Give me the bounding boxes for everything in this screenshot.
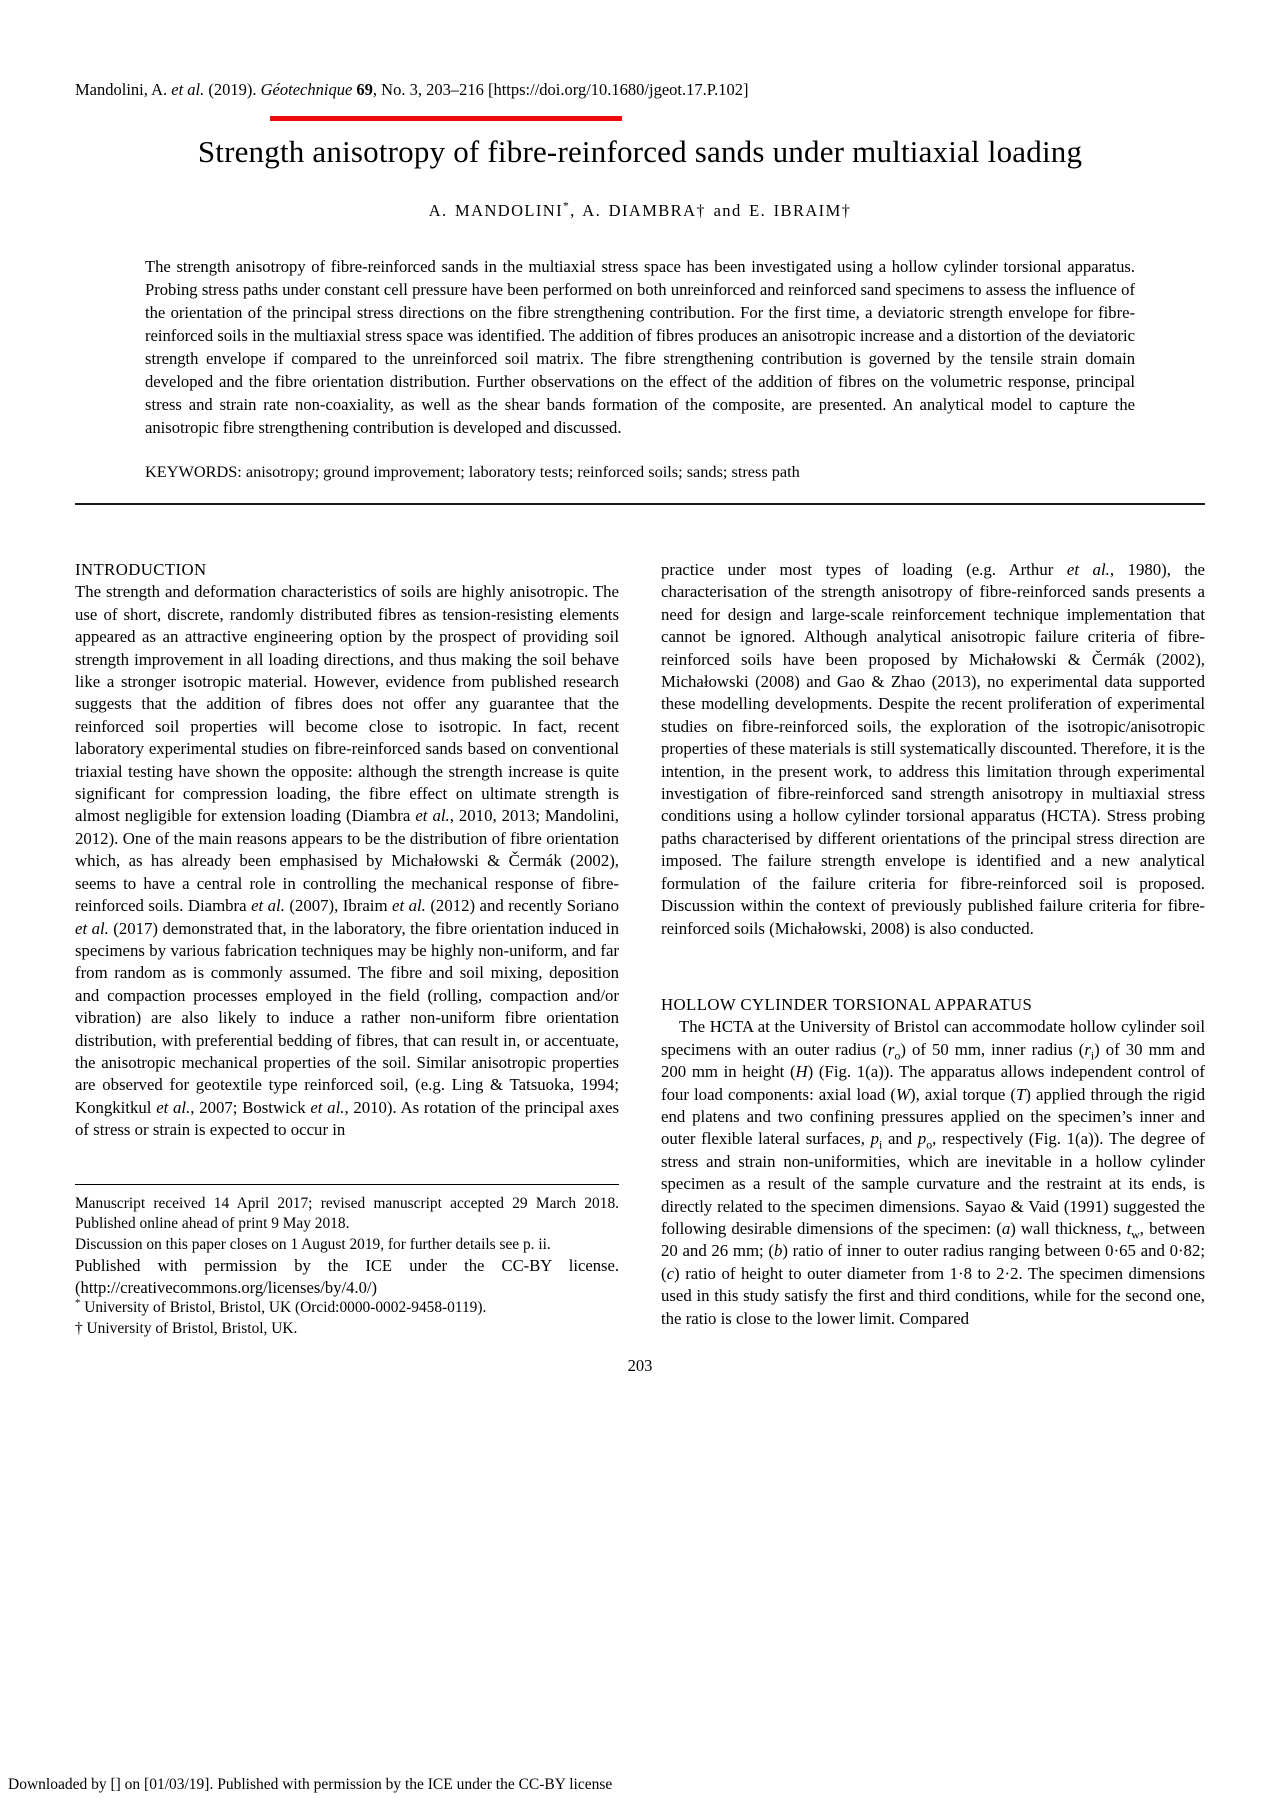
page-number: 203 [627,1355,653,1375]
header-citation: Mandolini, A. et al. (2019). Géotechnique 69, No. 3, 203–216 [https://doi.org/10.1680/jgeot.17.P.102] [75,80,749,99]
keywords-line [145,462,1135,482]
abstract-text: The strength anisotropy of fibre-reinforced sands in the multiaxial stress space has been investigated using a hollow cylinder torsional apparatus. Probing stress paths under constant cell pressure have been performed on both unreinforced and reinforced sand specimens to assess the influence of the orientation of the principal stress directions on the fibre strengthening contribution. For the first time, a deviatoric strength envelope for fibre-reinforced soils in the multiaxial stress space was identified. The addition of fibres produces an anisotropic increase and a distortion of the deviatoric strength envelope if compared to the unreinforced soil matrix. The fibre strengthening contribution is governed by the tensile strain domain developed and the fibre orientation distribution. Further observations on the effect of the addition of fibres on the volumetric response, principal stress and strain rate non-coaxiality, as well as the shear bands formation of the composite, are presented. An analytical model to capture the anisotropic fibre strengthening contribution is developed and discussed. [145,257,1135,437]
two-column-body [75,559,1205,1340]
footnote-affiliation-1: * University of Bristol, Bristol, UK (Orcid:0000-0002-9458-0119). [75,1297,487,1317]
introduction-heading: INTRODUCTION [75,560,207,579]
keywords-label: KEYWORDS: [145,462,242,481]
hcta-heading: HOLLOW CYLINDER TORSIONAL APPARATUS [661,994,1033,1014]
left-column [75,559,619,1340]
authors-line: A. MANDOLINI*, A. DIAMBRA† and E. IBRAIM† [428,200,852,220]
introduction-paragraph: The strength and deformation characteristics of soils are highly anisotropic. The use of short, discrete, randomly distributed fibres as tension-resisting elements appeared as an attractive engineering option by the prospect of providing soil strength improvement in all loading directions, and thus making the soil behave like a stronger isotropic material. However, evidence from published research suggests that the addition of fibres does not offer any guarantee that the reinforced soil properties will become close to isotropic. In fact, recent laboratory experimental studies on fibre-reinforced sands based on conventional triaxial testing have shown the opposite: although the strength increase is quite significant for compression loading, the fibre effect on ultimate strength is almost negligible for extension loading (Diambra et al., 2010, 2013; Mandolini, 2012). One of the main reasons appears to be the distribution of fibre orientation which, as has already been emphasised by Michałowski & Čermák (2002), seems to have a central role in controlling the mechanical response of fibre-reinforced soils. Diambra et al. (2007), Ibraim et al. (2012) and recently Soriano et al. (2017) demonstrated that, in the laboratory, the fibre orientation induced in specimens by various fabrication techniques may be highly non-uniform, and far from random as is commonly assumed. The fibre and soil mixing, deposition and compaction processes employed in the field (rolling, compaction and/or vibration) are also likely to induce a rather non-uniform fibre orientation distribution, with preferential bedding of fibres, that can result in, or accentuate, the anisotropic mechanical properties of the soil. Similar anisotropic properties are observed for geotextile type reinforced soil, (e.g. Ling & Tatsuoka, 1994; Kongkitkul et al., 2007; Bostwick et al., 2010). As rotation of the principal axes of stress or strain is expected to occur in [75,582,619,1140]
right-column [661,559,1205,1340]
footnote-license: Published with permission by the ICE under the CC-BY license. (http://creativecommons.org/licenses/by/4.0/) [75,1256,619,1297]
footnote-manuscript: Manuscript received 14 April 2017; revised manuscript accepted 29 March 2018. Published online ahead of print 9 May 2018. [75,1194,619,1233]
footnote-block [75,1184,619,1340]
keywords-list: anisotropy; ground improvement; laboratory tests; reinforced soils; sands; stress path [245,462,800,481]
section-divider [75,503,1205,505]
hcta-paragraph: The HCTA at the University of Bristol can accommodate hollow cylinder soil specimens with an outer radius $(r_o)$ of 50 mm, inner radius $(r_i)$ of 30 mm and 200 mm in height (H) (Fig. 1(a)). The apparatus allows independent control of four load components: axial load (W), axial torque (T) applied through the rigid end platens and two confining pressures applied on the specimen’s inner and outer flexible lateral surfaces, $p_i$ and $p_o$, respectively (Fig. 1(a)). The degree of stress and strain non-uniformities, which are inevitable in a hollow cylinder specimen as a result of the sample curvature and the restraint at its ends, is directly related to the specimen dimensions. Sayao & Vaid (1991) suggested the following desirable dimensions of the specimen: (a) wall thickness, $t_w$, between 20 and 26 mm; (b) ratio of inner to outer radius ranging between 0·65 and 0·82; (c) ratio of height to outer diameter from 1·8 to 2·2. The specimen dimensions used in this study satisfy the first and third conditions, while for the second one, the ratio is close to the lower limit. Compared [661,1017,1206,1328]
continuation-paragraph: practice under most types of loading (e.g. Arthur et al., 1980), the characterisation of the strength anisotropy of fibre-reinforced sands presents a need for design and large-scale reinforcement technique implementation that cannot be ignored. Although analytical anisotropic failure criteria of fibre-reinforced soils have been proposed by Michałowski & Čermák (2002), Michałowski (2008) and Gao & Zhao (2013), no experimental data supported these modelling developments. Despite the recent proliferation of experimental studies on fibre-reinforced soils, the exploration of the isotropic/anisotropic properties of these materials is still systematically discounted. Therefore, it is the intention, in the present work, to address this limitation through experimental investigation of fibre-reinforced sand strength anisotropy in multiaxial stress conditions using a hollow cylinder torsional apparatus (HCTA). Stress probing paths characterised by different orientations of the principal stress direction are imposed. The failure strength envelope is identified and a new analytical formulation of the failure criteria for fibre-reinforced soil is proposed. Discussion within the context of previously published failure criteria for fibre-reinforced soils (Michałowski, 2008) is also conducted. [661,560,1205,938]
red-highlight-underline [270,116,622,121]
footnote-affiliation-2: † University of Bristol, Bristol, UK. [75,1319,298,1337]
footnote-discussion: Discussion on this paper closes on 1 August 2019, for further details see p. ii. [75,1235,551,1253]
download-notice: Downloaded by [] on [01/03/19]. Published with permission by the ICE under the CC-BY license [8,1776,613,1793]
page-title: Strength anisotropy of fibre-reinforced sands under multiaxial loading [197,134,1083,169]
